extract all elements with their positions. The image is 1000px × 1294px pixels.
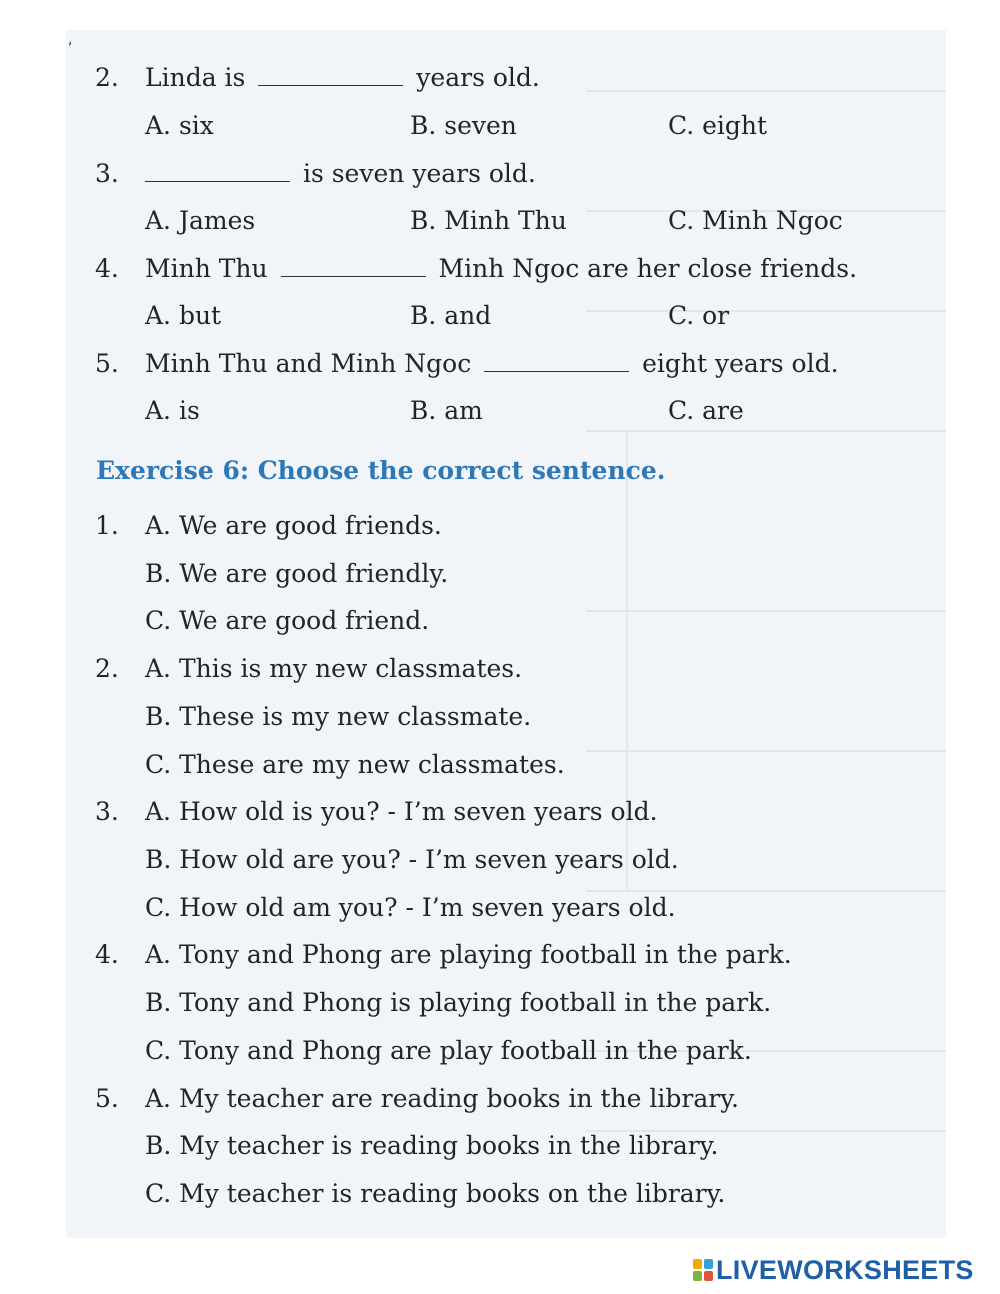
option-b[interactable]: B. seven	[410, 111, 517, 140]
option-c[interactable]: C. These are my new classmates.	[145, 750, 565, 779]
q6-2-number: 2.	[95, 654, 119, 683]
option-a[interactable]: A. Tony and Phong are playing football in the park.	[145, 940, 792, 969]
answer-blank[interactable]	[145, 163, 290, 182]
q5-4-number: 4.	[95, 254, 119, 283]
option-a[interactable]: A. six	[145, 111, 214, 140]
q6-1-number: 1.	[95, 511, 119, 540]
option-a[interactable]: A. How old is you? - I’m seven years old.	[145, 797, 658, 826]
logo-grid-icon	[693, 1259, 713, 1281]
option-b[interactable]: B. My teacher is reading books in the library.	[145, 1131, 719, 1160]
option-c[interactable]: C. or	[668, 301, 730, 330]
option-c[interactable]: C. We are good friend.	[145, 606, 430, 635]
option-a[interactable]: A. James	[145, 206, 256, 235]
q5-3-stem: is seven years old.	[145, 159, 536, 189]
q5-2-number: 2.	[95, 63, 119, 92]
option-a[interactable]: A. but	[145, 301, 222, 330]
answer-blank[interactable]	[484, 353, 629, 372]
liveworksheets-logo	[693, 1255, 974, 1285]
q5-2-stem: Linda is years old.	[145, 63, 540, 92]
q5-5-number: 5.	[95, 349, 119, 378]
option-b[interactable]: B. How old are you? - I’m seven years old.	[145, 845, 679, 874]
option-b[interactable]: B. These is my new classmate.	[145, 702, 532, 731]
brand-name: LIVEWORKSHEETS	[716, 1254, 974, 1285]
option-c[interactable]: C. How old am you? - I’m seven years old.	[145, 893, 676, 922]
q5-3-number: 3.	[95, 159, 119, 188]
answer-blank[interactable]	[281, 258, 426, 277]
option-c[interactable]: C. eight	[668, 111, 768, 140]
option-c[interactable]: C. are	[668, 396, 744, 425]
option-a[interactable]: A. We are good friends.	[145, 511, 442, 540]
exercise-6-heading: Exercise 6: Choose the correct sentence.	[96, 456, 666, 485]
q5-4-stem: Minh Thu Minh Ngoc are her close friends.	[145, 254, 858, 283]
option-b[interactable]: B. am	[410, 396, 483, 425]
option-b[interactable]: B. We are good friendly.	[145, 559, 449, 588]
option-b[interactable]: B. Tony and Phong is playing football in the park.	[145, 988, 772, 1017]
option-b[interactable]: B. Minh Thu	[410, 206, 567, 235]
option-a[interactable]: A. is	[145, 396, 200, 425]
option-a[interactable]: A. This is my new classmates.	[145, 654, 523, 683]
option-c[interactable]: C. My teacher is reading books on the library.	[145, 1179, 726, 1208]
q5-5-stem: Minh Thu and Minh Ngoc eight years old.	[145, 349, 839, 378]
answer-blank[interactable]	[258, 67, 403, 86]
q6-4-number: 4.	[95, 940, 119, 969]
corner-mark: ,	[68, 32, 73, 48]
q6-3-number: 3.	[95, 797, 119, 826]
option-c[interactable]: C. Tony and Phong are play football in the park.	[145, 1036, 752, 1065]
option-c[interactable]: C. Minh Ngoc	[668, 206, 843, 235]
option-a[interactable]: A. My teacher are reading books in the library.	[145, 1084, 739, 1113]
option-b[interactable]: B. and	[410, 301, 492, 330]
q6-5-number: 5.	[95, 1084, 119, 1113]
